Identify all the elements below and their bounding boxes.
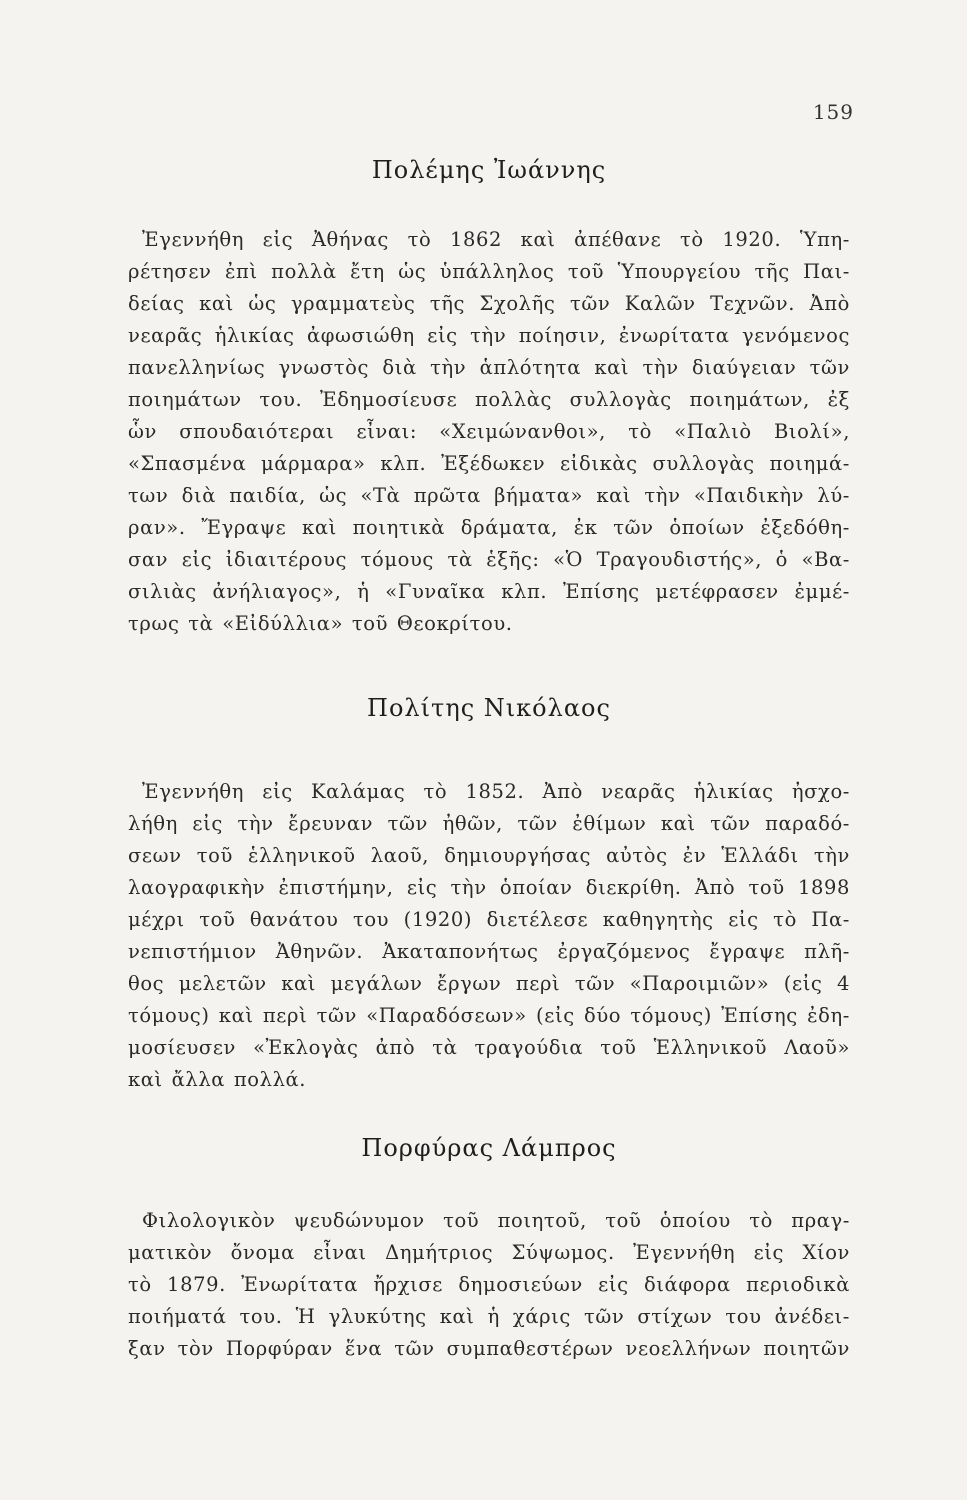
entry-body bbox=[128, 224, 850, 640]
text-line: λήθη εἰς τὴν ἔρευναν τῶν ἠθῶν, τῶν ἐθίμων καὶ τῶν παραδό- bbox=[128, 812, 850, 835]
text-line: μοσίευσεν «Ἐκλογὰς ἀπὸ τὰ τραγούδια τοῦ Ἑλληνικοῦ Λαοῦ» bbox=[128, 1036, 850, 1059]
text-line: θος μελετῶν καὶ μεγάλων ἔργων περὶ τῶν «Παροιμιῶν» (εἰς 4 bbox=[128, 972, 850, 995]
text-line: τρως τὰ «Εἰδύλλια» τοῦ Θεοκρίτου. bbox=[128, 612, 513, 635]
text-line: σαν εἰς ἰδιαιτέρους τόμους τὰ ἑξῆς: «Ὁ Τραγουδιστής», ὁ «Βα- bbox=[128, 548, 850, 571]
entry-title: Πολίτης Νικόλαος bbox=[367, 694, 611, 722]
text-line: νεαρᾶς ἡλικίας ἀφωσιώθη εἰς τὴν ποίησιν, ἐνωρίτατα γενόμενος bbox=[128, 324, 850, 347]
entry-body bbox=[128, 1205, 850, 1365]
text-line: ραν». Ἔγραψε καὶ ποιητικὰ δράματα, ἐκ τῶν ὁποίων ἐξεδόθη- bbox=[128, 516, 850, 539]
text-line: Φιλολογικὸν ψευδώνυμον τοῦ ποιητοῦ, τοῦ ὁποίου τὸ πραγ- bbox=[142, 1209, 850, 1232]
text-line: μέχρι τοῦ θανάτου του (1920) διετέλεσε καθηγητὴς εἰς τὸ Πα- bbox=[128, 908, 850, 931]
text-line: Ἐγεννήθη εἰς Καλάμας τὸ 1852. Ἀπὸ νεαρᾶς ἡλικίας ἠσχο- bbox=[142, 780, 850, 803]
entry-title: Πολέμης Ἰωάννης bbox=[371, 156, 607, 184]
text-line: ὧν σπουδαιότεραι εἶναι: «Χειμώνανθοι», τὸ «Παλιὸ Βιολί», bbox=[128, 420, 850, 443]
entry-polemis bbox=[128, 150, 850, 640]
text-line: καὶ ἄλλα πολλά. bbox=[128, 1068, 307, 1091]
text-line: ξαν τὸν Πορφύραν ἕνα τῶν συμπαθεστέρων νεοελλήνων ποιητῶν bbox=[128, 1337, 850, 1360]
text-line: πανελληνίως γνωστὸς διὰ τὴν ἁπλότητα καὶ τὴν διαύγειαν τῶν bbox=[128, 356, 850, 379]
entry-politis bbox=[128, 688, 850, 1096]
text-line: δείας καὶ ὡς γραμματεὺς τῆς Σχολῆς τῶν Καλῶν Τεχνῶν. Ἀπὸ bbox=[128, 292, 850, 315]
entry-body bbox=[128, 776, 850, 1096]
page-number: 159 bbox=[812, 100, 854, 124]
text-line: «Σπασμένα μάρμαρα» κλπ. Ἐξέδωκεν εἰδικὰς συλλογὰς ποιημά- bbox=[128, 452, 850, 475]
text-line: σιλιὰς ἀνήλιαγος», ἡ «Γυναῖκα κλπ. Ἐπίσης μετέφρασεν ἐμμέ- bbox=[128, 580, 850, 603]
text-line: τὸ 1879. Ἐνωρίτατα ἤρχισε δημοσιεύων εἰς διάφορα περιοδικὰ bbox=[128, 1273, 850, 1296]
text-line: ποιημάτων του. Ἐδημοσίευσε πολλὰς συλλογὰς ποιημάτων, ἐξ bbox=[128, 388, 850, 411]
text-line: Ἐγεννήθη εἰς Ἀθήνας τὸ 1862 καὶ ἀπέθανε τὸ 1920. Ὑπη- bbox=[142, 228, 850, 251]
text-line: σεων τοῦ ἑλληνικοῦ λαοῦ, δημιουργήσας αὐτὸς ἐν Ἑλλάδι τὴν bbox=[128, 844, 850, 867]
text-line: των διὰ παιδία, ὡς «Τὰ πρῶτα βήματα» καὶ τὴν «Παιδικὴν λύ- bbox=[128, 484, 850, 507]
entry-porfyras bbox=[128, 1128, 850, 1365]
text-line: ποιήματά του. Ἡ γλυκύτης καὶ ἡ χάρις τῶν στίχων του ἀνέδει- bbox=[128, 1305, 850, 1328]
entry-title: Πορφύρας Λάμπρος bbox=[361, 1134, 617, 1162]
text-line: νεπιστήμιον Ἀθηνῶν. Ἀκαταπονήτως ἐργαζόμενος ἔγραψε πλῆ- bbox=[128, 940, 850, 963]
text-line: τόμους) καὶ περὶ τῶν «Παραδόσεων» (εἰς δύο τόμους) Ἐπίσης ἐδη- bbox=[128, 1004, 850, 1027]
text-line: λαογραφικὴν ἐπιστήμην, εἰς τὴν ὁποίαν διεκρίθη. Ἀπὸ τοῦ 1898 bbox=[128, 876, 850, 899]
text-line: ματικὸν ὄνομα εἶναι Δημήτριος Σύψωμος. Ἐγεννήθη εἰς Χίον bbox=[128, 1241, 850, 1264]
text-line: ρέτησεν ἐπὶ πολλὰ ἔτη ὡς ὑπάλληλος τοῦ Ὑπουργείου τῆς Παι- bbox=[128, 260, 850, 283]
